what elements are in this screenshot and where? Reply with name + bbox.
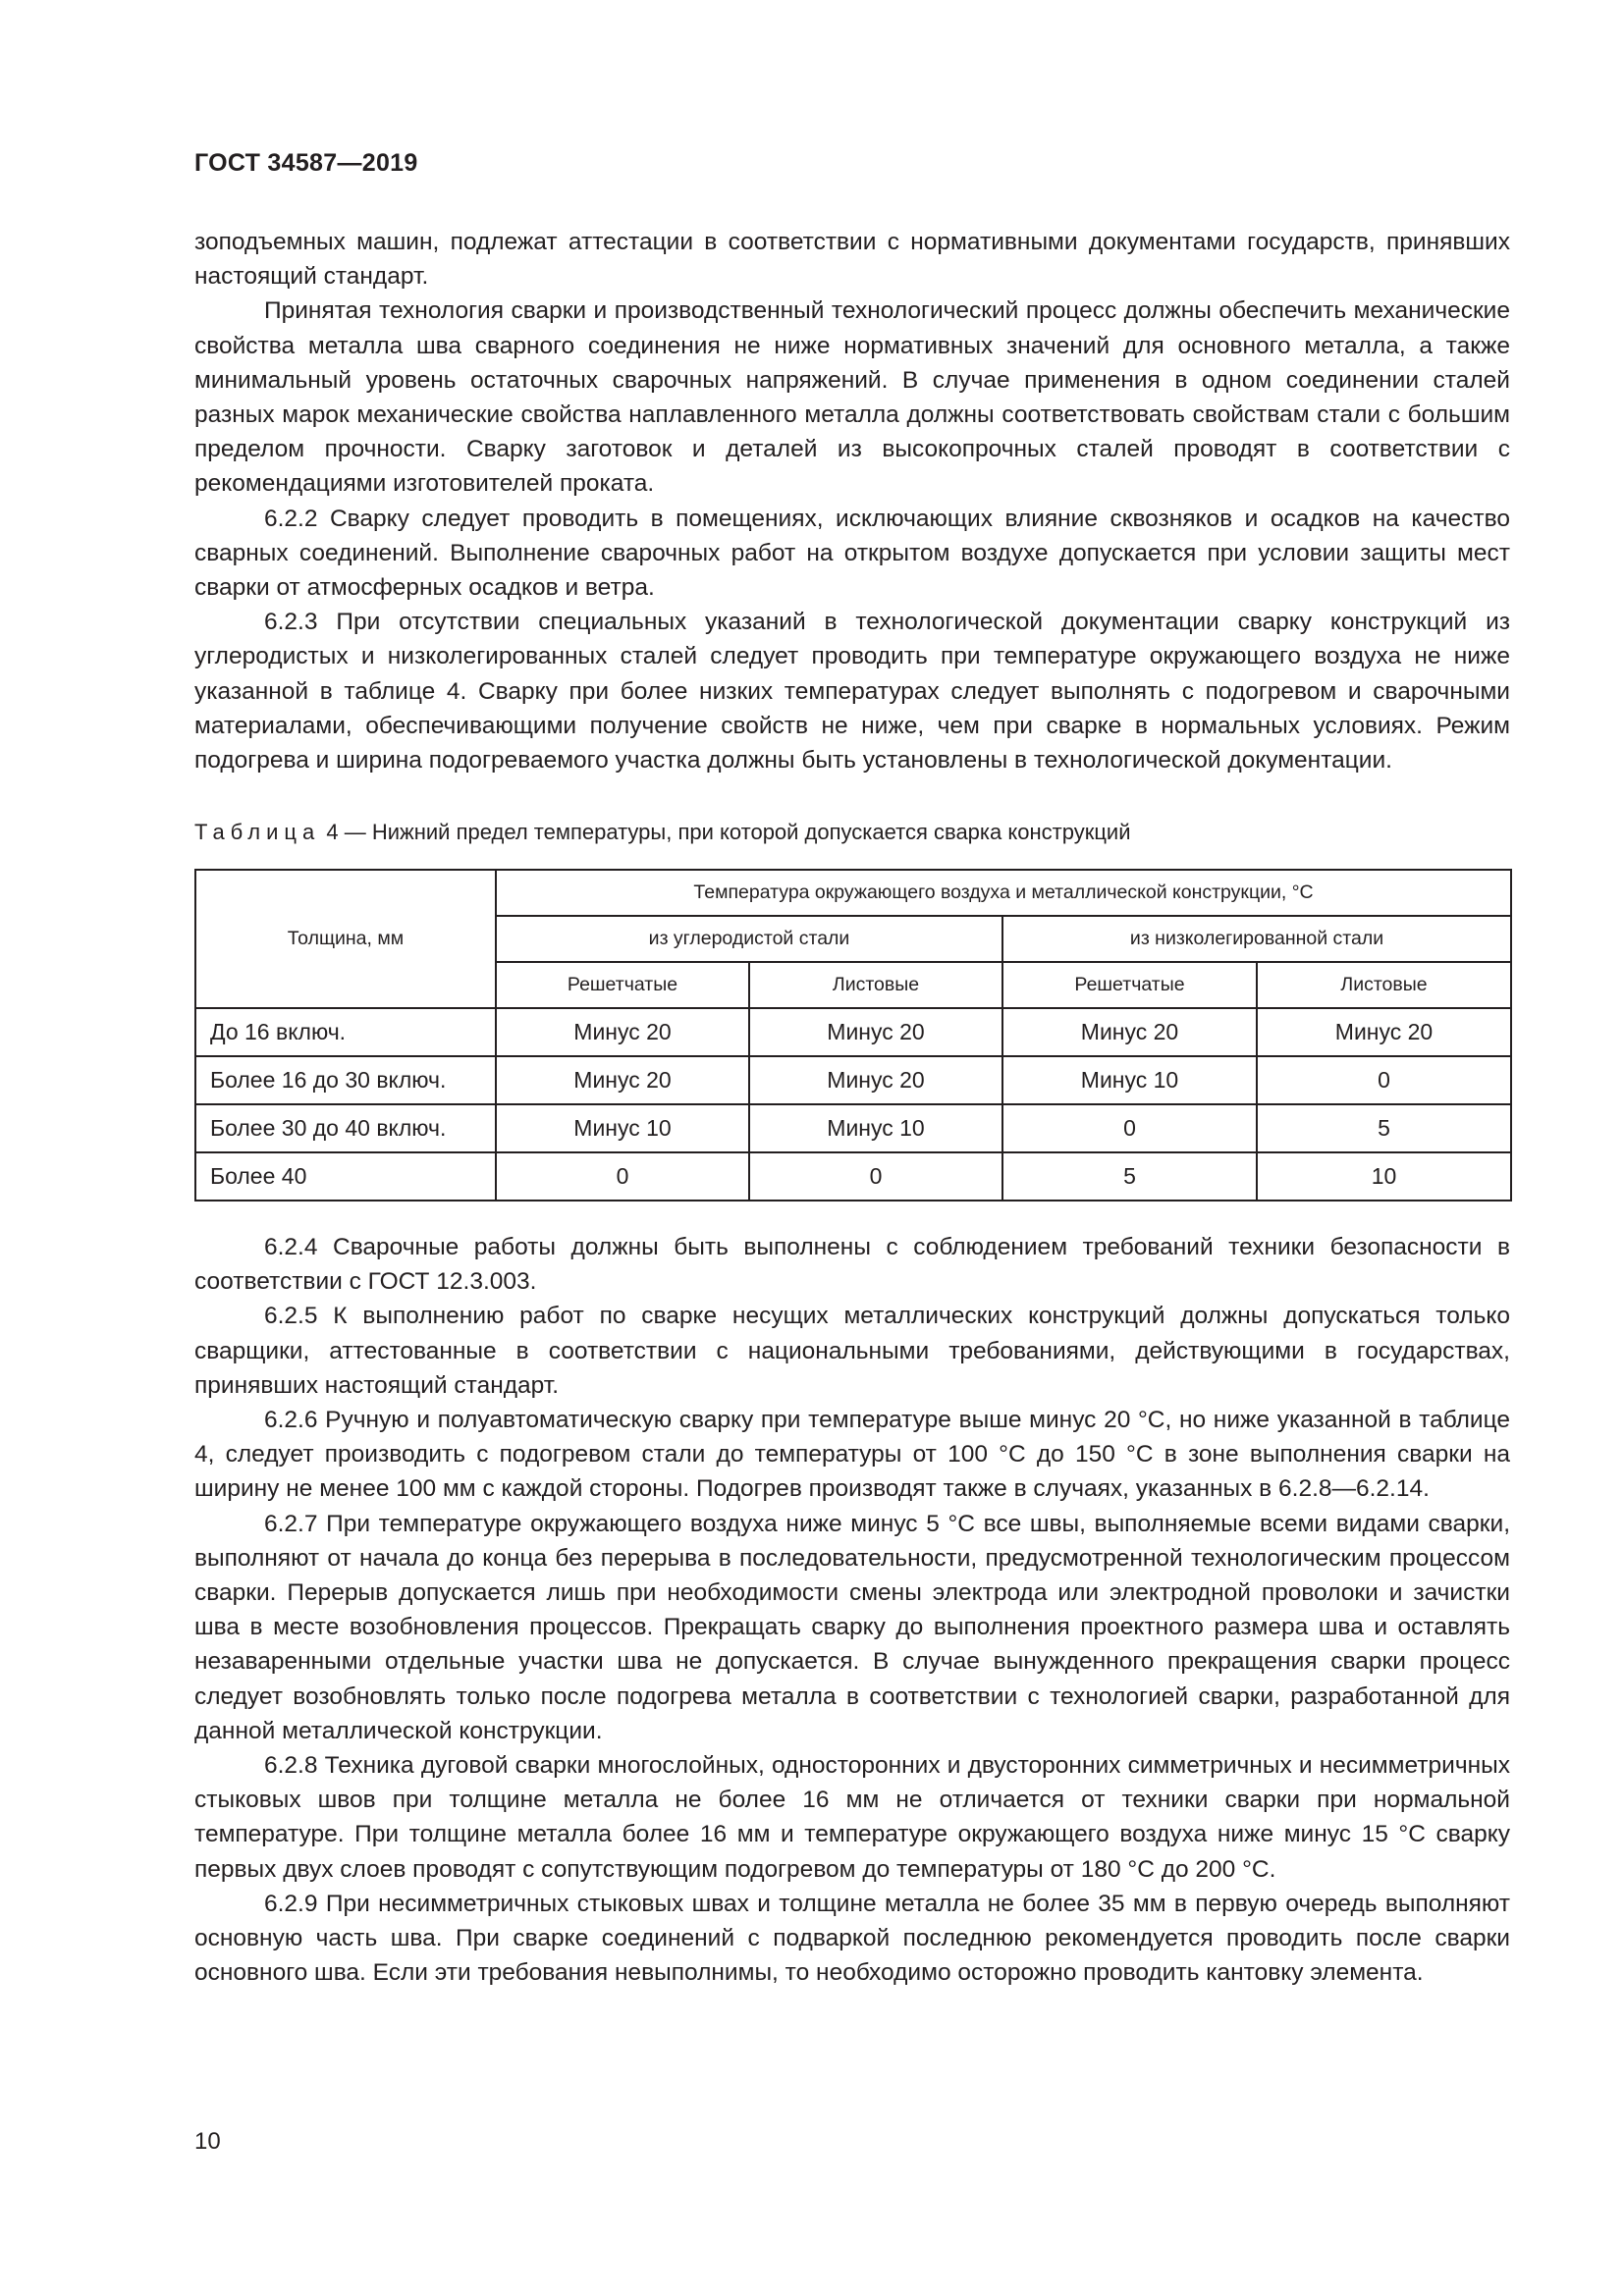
table-cell: 5: [1257, 1104, 1511, 1152]
paragraph-6-2-6: 6.2.6 Ручную и полуавтоматическую сварку при температуре выше минус 20 °С, но ниже указанной в таблице 4, следует производить с подогревом стали до температуры от 100 °С до 150 °С в зоне выполнения сварки на ширину не менее 100 мм с каждой стороны. Подогрев производят также в случаях, указанных в 6.2.8—6.2.14.: [194, 1407, 1510, 1503]
table-cell: 0: [749, 1152, 1002, 1201]
paragraph-6-2-7: 6.2.7 При температуре окружающего воздуха ниже минус 5 °С все швы, выполняемые всеми видами сварки, выполняют от начала до конца без перерыва в последовательности, предусмотренной технологическим процессом сварки. Перерыв допускается лишь при необходимости смены электрода или электродной проволоки и зачистки шва в месте возобновления процессов. Прекращать сварку до выполнения проектного размера шва и оставлять незаваренными отдельные участки шва не допускается. В случае вынужденного прекращения сварки процесс следует возобновлять только после подогрева металла в соответствии с технологией сварки, разработанной для данной металлической конструкции.: [194, 1510, 1510, 1744]
table-cell: 10: [1257, 1152, 1511, 1201]
table-row: [195, 1104, 1511, 1152]
paragraph-continuation: зоподъемных машин, подлежат аттестации в соответствии с нормативными документами государств, принявших настоящий стандарт.: [194, 229, 1510, 291]
table-cell: Минус 20: [496, 1056, 749, 1104]
header-sheet: Листовые: [1257, 962, 1511, 1008]
table-row: [195, 1056, 1511, 1104]
table-cell: Минус 20: [749, 1056, 1002, 1104]
table-cell: 0: [1002, 1104, 1257, 1152]
paragraph: Принятая технология сварки и производственный технологический процесс должны обеспечить механические свойства металла шва сварного соединения не ниже нормативных значений для основного металла, а также минимальный уровень остаточных сварочных напряжений. В случае применения в одном соединении сталей разных марок механические свойства наплавленного металла должны соответствовать свойствам стали с большим пределом прочности. Сварку заготовок и деталей из высокопрочных сталей проводят в соответствии с рекомендациями изготовителей проката.: [194, 297, 1510, 498]
paragraph-6-2-2: 6.2.2 Сварку следует проводить в помещениях, исключающих влияние сквозняков и осадков на качество сварных соединений. Выполнение сварочных работ на открытом воздухе допускается при условии защиты мест сварки от атмосферных осадков и ветра.: [194, 505, 1510, 602]
header-lattice: Решетчатые: [1002, 962, 1257, 1008]
table-caption: [194, 820, 1131, 845]
table-cell: 0: [1257, 1056, 1511, 1104]
paragraph-6-2-3: 6.2.3 При отсутствии специальных указаний в технологической документации сварку конструкций из углеродистых и низколегированных сталей следует проводить при температуре окружающего воздуха не ниже указанной в таблице 4. Сварку при более низких температурах следует выполнять с подогревом и сварочными материалами, обеспечивающими получение свойств не ниже, чем при сварке в нормальных условиях. Режим подогрева и ширина подогреваемого участка должны быть установлены в технологической документации.: [194, 609, 1510, 774]
table-cell: 5: [1002, 1152, 1257, 1201]
table-cell: Минус 10: [1002, 1056, 1257, 1104]
table-cell-thickness: Более 30 до 40 включ.: [195, 1104, 496, 1152]
table-cell: Минус 20: [1257, 1008, 1511, 1056]
temperature-table: [194, 869, 1512, 1201]
header-low-alloy-steel: из низколегированной стали: [1002, 916, 1511, 962]
table-cell: Минус 20: [749, 1008, 1002, 1056]
table-cell: Минус 10: [749, 1104, 1002, 1152]
header-lattice: Решетчатые: [496, 962, 749, 1008]
header-temperature: Температура окружающего воздуха и металлической конструкции, °С: [496, 870, 1511, 916]
table-cell-thickness: Более 16 до 30 включ.: [195, 1056, 496, 1104]
table-cell-thickness: Более 40: [195, 1152, 496, 1201]
paragraph-6-2-8: 6.2.8 Техника дуговой сварки многослойных, односторонних и двусторонних симметричных и несимметричных стыковых швов при толщине металла не более 16 мм не отличается от техники сварки при нормальной температуре. При толщине металла более 16 мм и температуре окружающего воздуха ниже минус 15 °С сварку первых двух слоев проводят с сопутствующим подогревом до температуры от 180 °С до 200 °С.: [194, 1752, 1510, 1883]
table-row: [195, 1008, 1511, 1056]
page-number: 10: [194, 2128, 221, 2155]
table-cell: Минус 20: [1002, 1008, 1257, 1056]
paragraph-6-2-4: 6.2.4 Сварочные работы должны быть выполнены с соблюдением требований техники безопасности в соответствии с ГОСТ 12.3.003.: [194, 1234, 1510, 1296]
table-row: [195, 1152, 1511, 1201]
table-cell: 0: [496, 1152, 749, 1201]
text-block-after-table: [194, 1230, 1510, 1990]
header-carbon-steel: из углеродистой стали: [496, 916, 1002, 962]
table-cell: Минус 20: [496, 1008, 749, 1056]
table-caption-text: 4 — Нижний предел температуры, при которой допускается сварка конструкций: [326, 820, 1131, 844]
table-caption-label: Таблица: [194, 820, 321, 844]
header-sheet: Листовые: [749, 962, 1002, 1008]
standard-header: ГОСТ 34587—2019: [194, 149, 418, 177]
paragraph-6-2-5: 6.2.5 К выполнению работ по сварке несущих металлических конструкций должны допускаться только сварщики, аттестованные в соответствии с национальными требованиями, действующими в государствах, принявших настоящий стандарт.: [194, 1303, 1510, 1399]
text-block-before-table: [194, 225, 1510, 777]
table-cell: Минус 10: [496, 1104, 749, 1152]
header-thickness: Толщина, мм: [195, 870, 496, 1008]
paragraph-6-2-9: 6.2.9 При несимметричных стыковых швах и толщине металла не более 35 мм в первую очередь выполняют основную часть шва. При сварке соединений с подваркой последнюю рекомендуется проводить после сварки основного шва. Если эти требования невыполнимы, то необходимо осторожно проводить кантовку элемента.: [194, 1890, 1510, 1987]
table-cell-thickness: До 16 включ.: [195, 1008, 496, 1056]
